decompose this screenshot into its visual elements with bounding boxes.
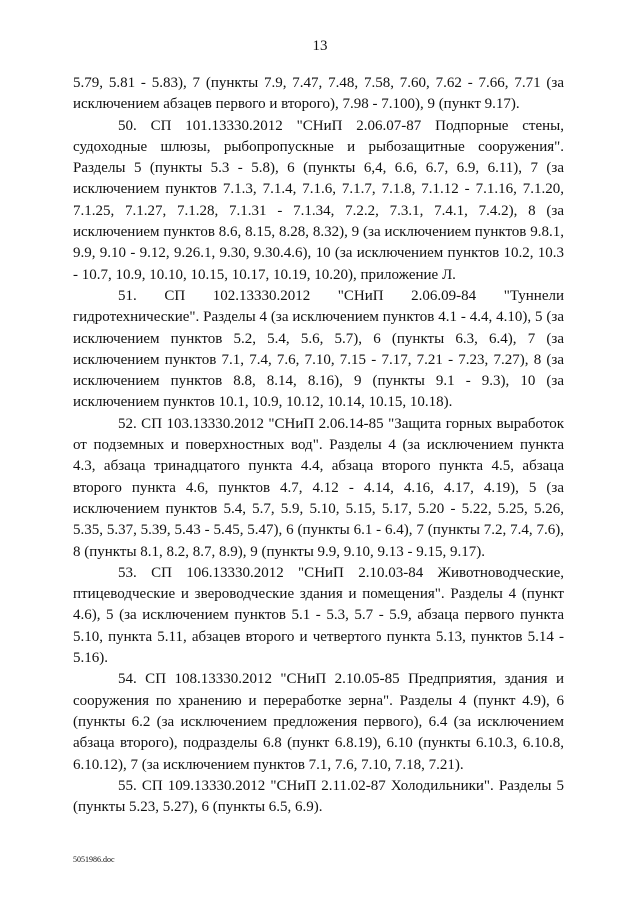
paragraph-item-53: 53. СП 106.13330.2012 "СНиП 2.10.03-84 Животноводческие, птицеводческие и звероводческие здания и помещения". Разделы 4 (пункт 4.6), 5 (за исключением пунктов 5.1 - 5.3, 5.7 - 5.9, абзаца первого пункта 5.10, пункта 5.11, абзацев второго и четвертого пункта 5.13, пунктов 5.14 - 5.16). [73, 564, 564, 667]
paragraph-item-51: 51. СП 102.13330.2012 "СНиП 2.06.09-84 "Туннели гидротехнические". Разделы 4 (за исключением пунктов 4.1 - 4.4, 4.10), 5 (за исключением пунктов 5.2, 5.4, 5.6, 5.7), 6 (пункты 6.3, 6.4), 7 (за исключением пунктов 7.1, 7.4, 7.6, 7.10, 7.15 - 7.17, 7.21 - 7.23, 7.27), 8 (за исключением пунктов 8.8, 8.14, 8.16), 9 (пункты 9.1 - 9.3), 10 (за исключением пунктов 10.1, 10.9, 10.12, 10.14, 10.15, 10.18). [73, 287, 564, 411]
paragraph-item-55: 55. СП 109.13330.2012 "СНиП 2.11.02-87 Холодильники". Разделы 5 (пункты 5.23, 5.27), 6 (пункты 6.5, 6.9). [73, 777, 564, 816]
paragraph-item-50: 50. СП 101.13330.2012 "СНиП 2.06.07-87 Подпорные стены, судоходные шлюзы, рыбопропускные и рыбозащитные сооружения". Разделы 5 (пункты 5.3 - 5.8), 6 (пункты 6,4, 6.6, 6.7, 6.9, 6.11), 7 (за исключением пунктов 7.1.3, 7.1.4, 7.1.6, 7.1.7, 7.1.8, 7.1.12 - 7.1.16, 7.1.20, 7.1.25, 7.1.27, 7.1.28, 7.1.31 - 7.1.34, 7.2.2, 7.3.1, 7.4.1, 7.4.2), 8 (за исключением пунктов 8.6, 8.15, 8.28, 8.32), 9 (за исключением пунктов 9.8.1, 9.9, 9.10 - 9.12, 9.26.1, 9.30, 9.30.4.6), 10 (за исключением пунктов 10.2, 10.3 - 10.7, 10.9, 10.10, 10.15, 10.17, 10.19, 10.20), приложение Л. [73, 117, 564, 283]
paragraph-item-52: 52. СП 103.13330.2012 "СНиП 2.06.14-85 "Защита горных выработок от подземных и поверхностных вод". Разделы 4 (за исключением пункта 4.3, абзаца тринадцатого пункта 4.4, абзаца второго пункта 4.5, абзаца второго пункта 4.6, пунктов 4.7, 4.12 - 4.14, 4.16, 4.17, 4.19), 5 (за исключением пунктов 5.4, 5.7, 5.9, 5.10, 5.15, 5.17, 5.20 - 5.22, 5.25, 5.26, 5.35, 5.37, 5.39, 5.43 - 5.45, 5.47), 6 (пункты 6.1 - 6.4), 7 (пункты 7.2, 7.4, 7.6), 8 (пункты 8.1, 8.2, 8.7, 8.9), 9 (пункты 9.9, 9.10, 9.13 - 9.15, 9.17). [73, 415, 564, 560]
footer-filename: 5051986.doc [73, 855, 115, 864]
page-number: 13 [312, 38, 328, 54]
document-body [73, 73, 564, 818]
paragraph-item-54: 54. СП 108.13330.2012 "СНиП 2.10.05-85 Предприятия, здания и сооружения по хранению и переработке зерна". Разделы 4 (пункт 4.9), 6 (пункты 6.2 (за исключением предложения первого), 6.4 (за исключением абзаца второго), подразделы 6.8 (пункт 6.8.19), 6.10 (пункты 6.10.3, 6.10.8, 6.10.12), 7 (за исключением пунктов 7.1, 7.6, 7.10, 7.18, 7.21). [73, 671, 564, 773]
paragraph-continuation: 5.79, 5.81 - 5.83), 7 (пункты 7.9, 7.47, 7.48, 7.58, 7.60, 7.62 - 7.66, 7.71 (за исключением абзацев первого и второго), 7.98 - 7.100), 9 (пункт 9.17). [73, 75, 564, 113]
